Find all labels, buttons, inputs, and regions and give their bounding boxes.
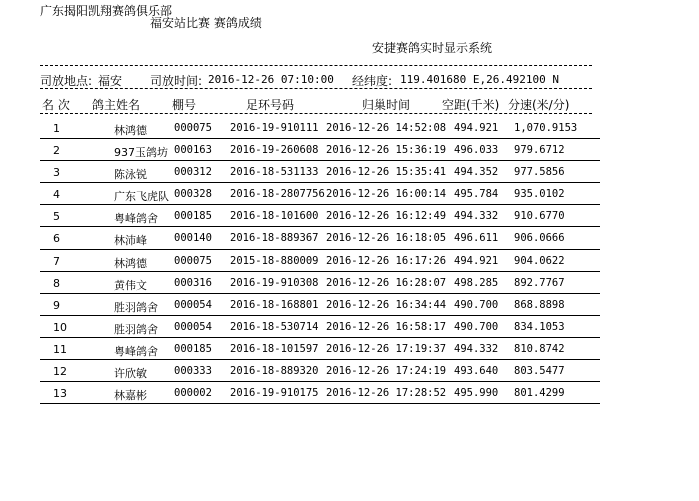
cell-speed: 868.8898 — [514, 298, 565, 311]
cell-ring: 2016-19-260608 — [230, 144, 319, 157]
table-row — [40, 382, 600, 404]
cell-loft: 000185 — [174, 342, 212, 355]
col-rank: 名 次 — [42, 98, 70, 112]
cell-time: 2016-12-26 16:58:17 — [326, 320, 447, 333]
results-table — [40, 117, 600, 404]
cell-name: 937玉鸽坊 — [114, 146, 168, 160]
divider-header — [40, 88, 592, 89]
cell-time: 2016-12-26 15:36:19 — [326, 144, 447, 157]
cell-ring: 2015-18-880009 — [230, 254, 319, 267]
race-title: 福安站比赛 赛鸽成绩 — [150, 16, 262, 30]
cell-name: 陈泳锐 — [114, 168, 147, 182]
cell-ring: 2016-19-910175 — [230, 387, 319, 400]
cell-ring: 2016-18-889367 — [230, 232, 319, 245]
cell-speed: 910.6770 — [514, 210, 565, 223]
system-name: 安捷赛鸽实时显示系统 — [372, 41, 493, 55]
table-row — [40, 139, 600, 161]
divider-rows — [40, 113, 592, 114]
cell-time: 2016-12-26 16:34:44 — [326, 298, 447, 311]
cell-distance: 494.332 — [454, 342, 499, 355]
cell-speed: 892.7767 — [514, 276, 565, 289]
release-coords-label: 经纬度: — [352, 74, 393, 88]
table-row — [40, 316, 600, 338]
cell-name: 许欣敏 — [114, 367, 147, 381]
cell-loft: 000333 — [174, 365, 212, 378]
cell-name: 黄伟文 — [114, 278, 147, 292]
cell-time: 2016-12-26 16:00:14 — [326, 188, 447, 201]
cell-rank: 2 — [53, 144, 60, 158]
cell-time: 2016-12-26 16:18:05 — [326, 232, 447, 245]
cell-speed: 801.4299 — [514, 387, 565, 400]
table-row — [40, 250, 600, 272]
cell-rank: 11 — [53, 342, 67, 356]
cell-ring: 2016-18-168801 — [230, 298, 319, 311]
cell-distance: 494.352 — [454, 166, 499, 179]
cell-loft: 000054 — [174, 298, 212, 311]
cell-time: 2016-12-26 17:24:19 — [326, 365, 447, 378]
table-row — [40, 117, 600, 139]
cell-name: 林鸿德 — [114, 124, 147, 137]
cell-loft: 000328 — [174, 188, 212, 201]
table-row — [40, 338, 600, 360]
cell-rank: 13 — [53, 387, 67, 401]
cell-speed: 979.6712 — [514, 144, 565, 157]
cell-distance: 496.611 — [454, 232, 499, 245]
cell-speed: 1,070.9153 — [514, 122, 578, 134]
cell-loft: 000075 — [174, 122, 212, 134]
cell-speed: 906.0666 — [514, 232, 565, 245]
cell-loft: 000002 — [174, 387, 212, 400]
cell-loft: 000163 — [174, 144, 212, 157]
cell-name: 林沛峰 — [114, 234, 147, 248]
cell-ring: 2016-18-889320 — [230, 365, 319, 378]
cell-distance: 498.285 — [454, 276, 499, 289]
cell-ring: 2016-18-530714 — [230, 320, 319, 333]
cell-distance: 496.033 — [454, 144, 499, 157]
cell-time: 2016-12-26 14:52:08 — [326, 122, 447, 134]
cell-distance: 493.640 — [454, 365, 499, 378]
cell-ring: 2016-18-531133 — [230, 166, 319, 179]
cell-rank: 6 — [53, 232, 60, 246]
cell-rank: 12 — [53, 365, 67, 379]
cell-ring: 2016-19-910308 — [230, 276, 319, 289]
cell-loft: 000316 — [174, 276, 212, 289]
cell-speed: 834.1053 — [514, 320, 565, 333]
cell-ring: 2016-19-910111 — [230, 122, 319, 134]
cell-rank: 7 — [53, 254, 60, 268]
table-row — [40, 161, 600, 183]
cell-distance: 494.921 — [454, 254, 499, 267]
col-distance: 空距(千米) — [442, 98, 500, 112]
cell-time: 2016-12-26 17:28:52 — [326, 387, 447, 400]
cell-speed: 803.5477 — [514, 365, 565, 378]
table-row — [40, 272, 600, 294]
cell-loft: 000140 — [174, 232, 212, 245]
cell-rank: 4 — [53, 188, 60, 202]
cell-distance: 494.921 — [454, 122, 499, 134]
cell-ring: 2016-18-2807756 — [230, 188, 325, 201]
cell-loft: 000185 — [174, 210, 212, 223]
cell-name: 胜羽鸽舍 — [114, 300, 158, 314]
cell-rank: 10 — [53, 320, 67, 334]
cell-time: 2016-12-26 16:17:26 — [326, 254, 447, 267]
table-row — [40, 183, 600, 205]
cell-distance: 495.784 — [454, 188, 499, 201]
cell-name: 林鸿德 — [114, 256, 147, 270]
cell-rank: 9 — [53, 298, 60, 312]
cell-loft: 000054 — [174, 320, 212, 333]
cell-time: 2016-12-26 15:35:41 — [326, 166, 447, 179]
cell-speed: 810.8742 — [514, 342, 565, 355]
col-arrival: 归巢时间 — [362, 98, 411, 112]
cell-time: 2016-12-26 17:19:37 — [326, 342, 447, 355]
club-name: 广东揭阳凯翔赛鸽俱乐部 — [40, 4, 173, 18]
cell-loft: 000075 — [174, 254, 212, 267]
cell-rank: 5 — [53, 210, 60, 224]
col-loft: 棚号 — [172, 98, 197, 112]
cell-distance: 494.332 — [454, 210, 499, 223]
cell-name: 广东飞虎队 — [114, 190, 169, 204]
table-row — [40, 360, 600, 382]
divider-top — [40, 65, 592, 66]
cell-name: 粤峰鸽舍 — [114, 212, 158, 226]
release-time-label: 司放时间: — [150, 74, 203, 88]
col-ring: 足环号码 — [246, 98, 295, 112]
release-coords: 119.401680 E,26.492100 N — [400, 73, 559, 86]
cell-loft: 000312 — [174, 166, 212, 179]
cell-rank: 8 — [53, 276, 60, 290]
release-time: 2016-12-26 07:10:00 — [208, 73, 334, 86]
cell-distance: 495.990 — [454, 387, 499, 400]
cell-time: 2016-12-26 16:12:49 — [326, 210, 447, 223]
cell-distance: 490.700 — [454, 298, 499, 311]
cell-rank: 1 — [53, 122, 60, 135]
table-header — [40, 96, 600, 112]
cell-speed: 977.5856 — [514, 166, 565, 179]
col-speed: 分速(米/分) — [508, 98, 570, 112]
release-location-label: 司放地点: — [40, 74, 93, 88]
cell-rank: 3 — [53, 166, 60, 180]
cell-name: 林嘉彬 — [114, 389, 147, 403]
release-location: 福安 — [98, 74, 123, 88]
table-row — [40, 227, 600, 249]
cell-name: 胜羽鸽舍 — [114, 322, 158, 336]
cell-ring: 2016-18-101597 — [230, 342, 319, 355]
cell-speed: 904.0622 — [514, 254, 565, 267]
table-row — [40, 205, 600, 227]
cell-ring: 2016-18-101600 — [230, 210, 319, 223]
cell-distance: 490.700 — [454, 320, 499, 333]
col-owner: 鸽主姓名 — [92, 98, 141, 112]
cell-name: 粤峰鸽舍 — [114, 344, 158, 358]
table-row — [40, 294, 600, 316]
cell-time: 2016-12-26 16:28:07 — [326, 276, 447, 289]
cell-speed: 935.0102 — [514, 188, 565, 201]
